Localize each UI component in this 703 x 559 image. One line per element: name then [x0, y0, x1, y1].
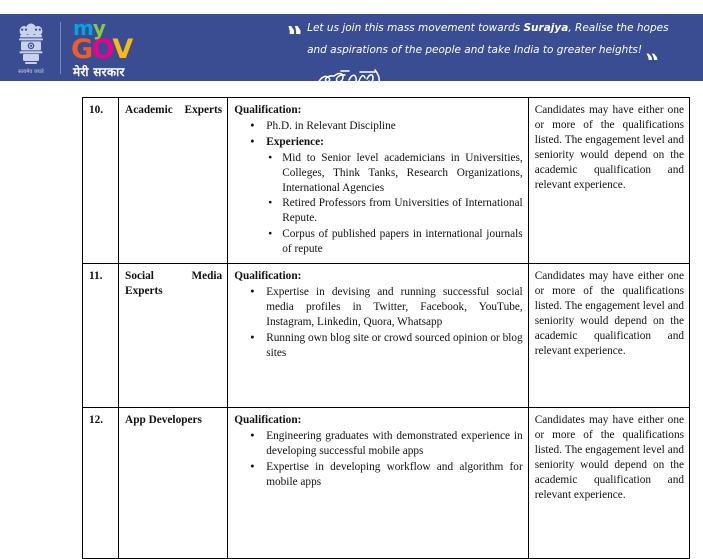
- mygov-logo-my: my: [73, 15, 105, 40]
- list-item-text: Engineering graduates with demonstrated experience in developing successful mobile apps: [266, 429, 523, 457]
- list-item: [250, 135, 522, 257]
- qualifications-table: [82, 97, 690, 559]
- pm-quote-block: [286, 20, 698, 81]
- list-item-text: Expertise in devising and running successful social media profiles in Twitter, Facebook, YouTube, Instagram, Linkedin, Quora, Whatsapp: [266, 285, 523, 328]
- table-row: [83, 264, 690, 408]
- qualification-sublist: [266, 151, 522, 257]
- cell-role: Academic Experts: [119, 98, 228, 264]
- cell-serial-number: 12.: [83, 408, 119, 559]
- national-emblem-icon: [10, 19, 52, 77]
- mygov-logo-gov: GOV: [71, 33, 132, 65]
- list-item: [250, 331, 522, 361]
- list-item-text: Running own blog site or crowd sourced opinion or blog sites: [266, 331, 523, 359]
- brand-block[interactable]: [0, 14, 132, 81]
- cell-serial-number: 11.: [83, 264, 119, 408]
- sub-list-item: ● Corpus of published papers in international journals of repute: [266, 227, 522, 257]
- emblem-motto: सत्यमेव जयते: [18, 68, 44, 75]
- brand-divider: [60, 22, 61, 74]
- qualification-heading: Qualification:: [234, 104, 302, 116]
- cell-qualification: [228, 408, 528, 559]
- cell-notes: Candidates may have either one or more of the qualifications listed. The engagement level and seniority would depend on the academic qualification and relevant experience.: [528, 264, 689, 408]
- list-item-text: Experience:: [266, 135, 324, 148]
- table-row: [83, 408, 690, 559]
- mygov-logo-hindi: मेरी सरकार: [73, 64, 125, 79]
- quote-open-icon: “: [286, 22, 304, 52]
- list-item: [250, 429, 522, 459]
- list-item-text: Ph.D. in Relevant Discipline: [266, 119, 396, 132]
- quote-text: [307, 20, 675, 81]
- table-body: [83, 98, 690, 559]
- quote-close-icon: ”: [645, 40, 658, 65]
- list-item: [250, 285, 522, 330]
- qualification-list: [234, 119, 522, 257]
- quote-part1: Let us join this mass movement towards: [307, 22, 524, 34]
- list-item: [250, 460, 522, 490]
- cell-notes: Candidates may have either one or more of the qualifications listed. The engagement level and seniority would depend on the academic qualification and relevant experience.: [528, 98, 689, 264]
- quote-emphasis: Surajya: [523, 22, 569, 34]
- mygov-logo[interactable]: [71, 15, 132, 79]
- qualification-list: [234, 285, 522, 361]
- qualification-heading: Qualification:: [234, 414, 302, 427]
- cell-qualification: [228, 98, 528, 264]
- qualification-heading: Qualification:: [234, 270, 302, 283]
- cell-role: App Developers: [119, 408, 228, 559]
- cell-qualification: [228, 264, 528, 408]
- pm-signature-icon: [315, 67, 389, 81]
- qualification-list: [234, 429, 522, 490]
- sub-list-item: ● Retired Professors from Universities of International Repute.: [266, 196, 522, 226]
- site-header: [0, 14, 703, 81]
- cell-role: Social Media Experts: [119, 264, 228, 408]
- quote-part2: , Realise the hopes and aspirations of the people and take India to greater heights!: [307, 22, 669, 57]
- list-item-text: Expertise in developing workflow and algorithm for mobile apps: [266, 460, 523, 488]
- table-row: [83, 98, 690, 264]
- cell-serial-number: 10.: [83, 98, 119, 264]
- sub-list-item: ● Mid to Senior level academicians in Universities, Colleges, Think Tanks, Research Organizations, International Agencies: [266, 151, 522, 196]
- list-item: [250, 119, 522, 134]
- cell-notes: Candidates may have either one or more of the qualifications listed. The engagement level and seniority would depend on the academic qualification and relevant experience.: [528, 408, 689, 559]
